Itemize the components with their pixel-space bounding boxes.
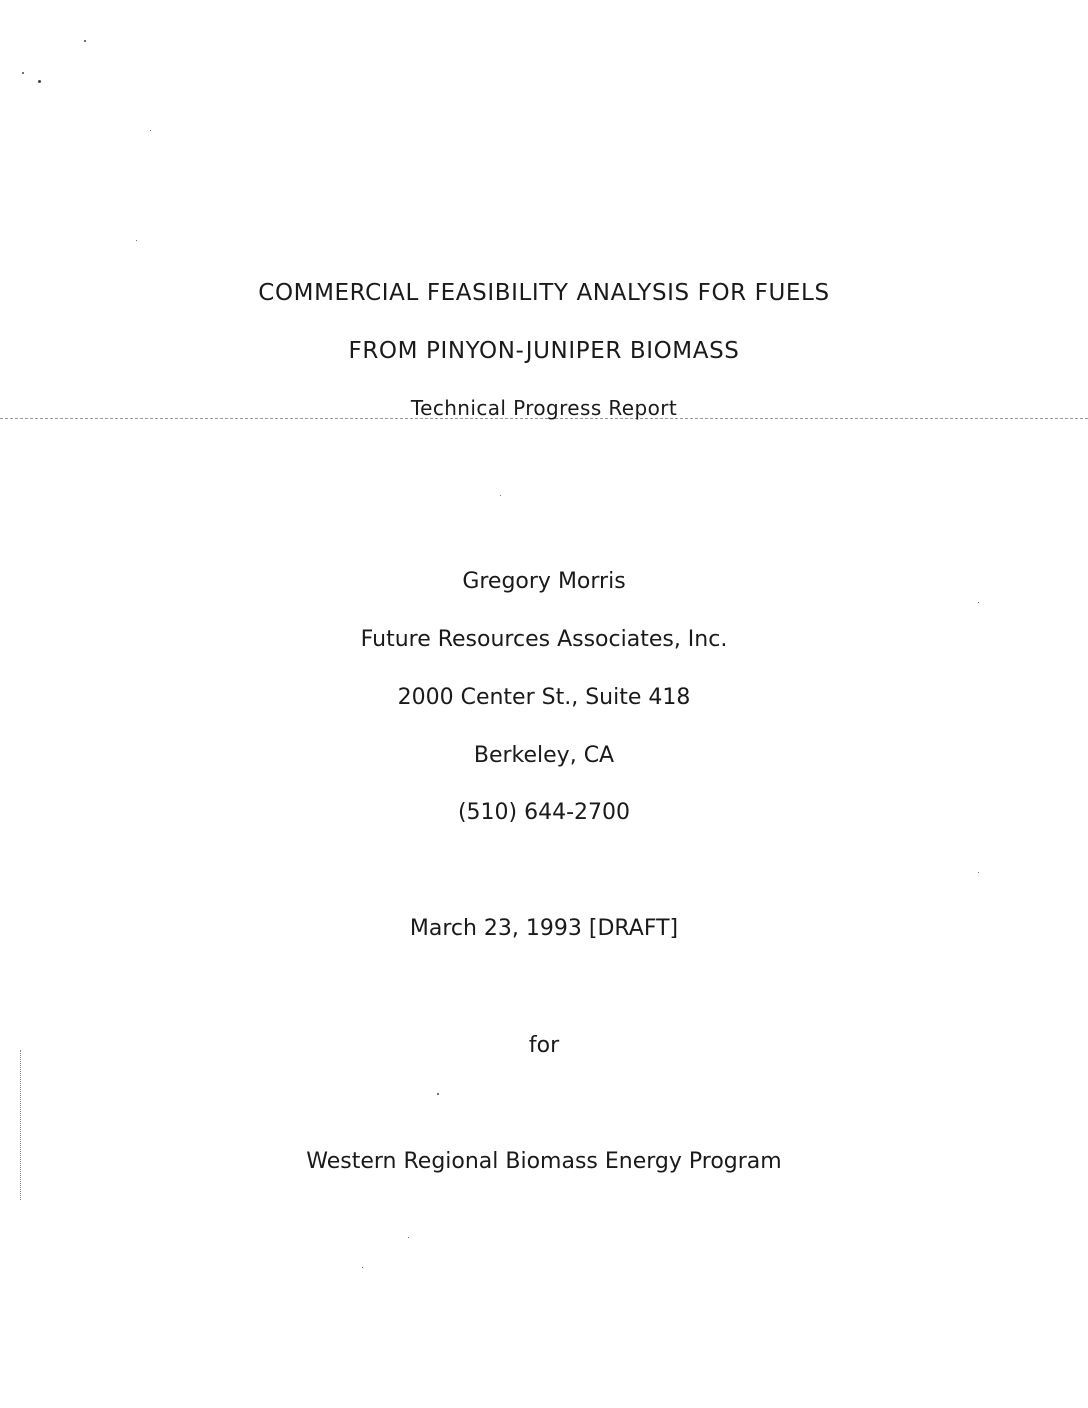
scan-margin-mark bbox=[20, 1050, 21, 1200]
scan-speck bbox=[978, 602, 979, 603]
address-street: 2000 Center St., Suite 418 bbox=[397, 685, 691, 710]
scan-speck bbox=[22, 72, 24, 74]
organization-name: Future Resources Associates, Inc. bbox=[360, 627, 728, 652]
scan-speck bbox=[136, 240, 137, 241]
scan-speck bbox=[362, 1267, 363, 1268]
scan-speck bbox=[38, 80, 41, 83]
phone-number: (510) 644-2700 bbox=[457, 800, 631, 825]
document-title-line-2: FROM PINYON-JUNIPER BIOMASS bbox=[348, 338, 740, 364]
recipient-program: Western Regional Biomass Energy Program bbox=[306, 1149, 782, 1174]
scan-speck bbox=[84, 40, 86, 42]
scan-speck bbox=[437, 1093, 439, 1095]
scan-speck bbox=[408, 1237, 409, 1238]
scan-speck bbox=[150, 130, 151, 131]
for-label: for bbox=[528, 1033, 560, 1058]
report-date: March 23, 1993 [DRAFT] bbox=[409, 916, 679, 941]
scan-speck bbox=[978, 872, 979, 873]
author-name: Gregory Morris bbox=[462, 569, 626, 594]
address-city: Berkeley, CA bbox=[473, 743, 615, 768]
document-title-line-1: COMMERCIAL FEASIBILITY ANALYSIS FOR FUELS bbox=[258, 280, 830, 306]
scan-speck bbox=[500, 495, 501, 496]
report-type: Technical Progress Report bbox=[410, 396, 678, 420]
